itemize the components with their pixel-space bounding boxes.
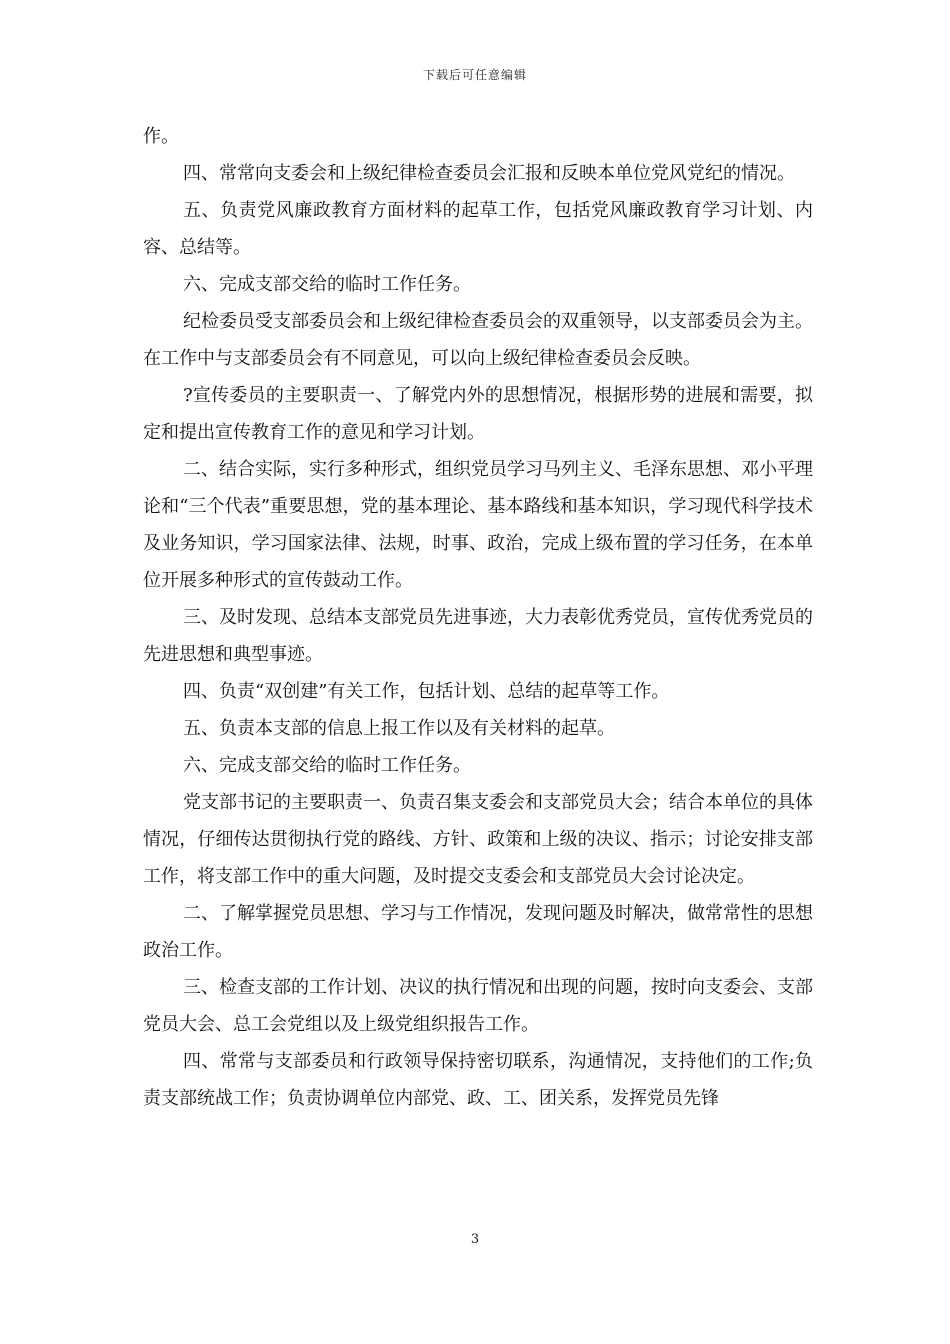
page-number: 3: [470, 1232, 480, 1247]
paragraph: 六、完成支部交给的临时工作任务。: [183, 755, 471, 776]
paragraph: 六、完成支部交给的临时工作任务。: [183, 274, 471, 295]
paragraph: 党支部书记的主要职责一、负责召集支委会和支部党员大会；结合本单位的具体情况，仔细传达贯彻执行党的路线、方针、政策和上级的决议、指示；讨论安排支部工作，将支部工作中的重大问题，及时提交支委会和支部党员大会讨论决定。: [143, 792, 813, 887]
paragraph: 五、负责党风廉政教育方面材料的起草工作，包括党风廉政教育学习计划、内容、总结等。: [143, 200, 813, 258]
paragraph: 四、常常向支委会和上级纪律检查委员会汇报和反映本单位党风党纪的情况。: [183, 163, 795, 184]
document-body: [143, 118, 813, 1117]
paragraph: 二、了解掌握党员思想、学习与工作情况，发现问题及时解决，做常常性的思想政治工作。: [143, 903, 813, 961]
paragraph: 作。: [143, 126, 179, 147]
paragraph: 五、负责本支部的信息上报工作以及有关材料的起草。: [183, 718, 615, 739]
paragraph: 纪检委员受支部委员会和上级纪律检查委员会的双重领导，以支部委员会为主。在工作中与支部委员会有不同意见，可以向上级纪律检查委员会反映。: [143, 311, 813, 369]
paragraph: 四、负责“双创建”有关工作，包括计划、总结的起草等工作。: [183, 681, 670, 702]
page-header: 下载后可任意编辑: [422, 68, 527, 82]
paragraph: 二、结合实际，实行多种形式，组织党员学习马列主义、毛泽东思想、邓小平理论和“三个代表”重要思想，党的基本理论、基本路线和基本知识，学习现代科学技术及业务知识，学习国家法律、法规，时事、政治，完成上级布置的学习任务，在本单位开展多种形式的宣传鼓动工作。: [143, 459, 813, 591]
paragraph: 三、检查支部的工作计划、决议的执行情况和出现的问题，按时向支委会、支部党员大会、总工会党组以及上级党组织报告工作。: [143, 977, 813, 1035]
paragraph: 四、常常与支部委员和行政领导保持密切联系，沟通情况，支持他们的工作;负责支部统战工作；负责协调单位内部党、政、工、团关系，发挥党员先锋: [143, 1051, 813, 1109]
paragraph: 三、及时发现、总结本支部党员先进事迹，大力表彰优秀党员，宣传优秀党员的先进思想和典型事迹。: [143, 607, 813, 665]
paragraph: ?宣传委员的主要职责一、了解党内外的思想情况，根据形势的进展和需要，拟定和提出宣传教育工作的意见和学习计划。: [143, 385, 813, 443]
